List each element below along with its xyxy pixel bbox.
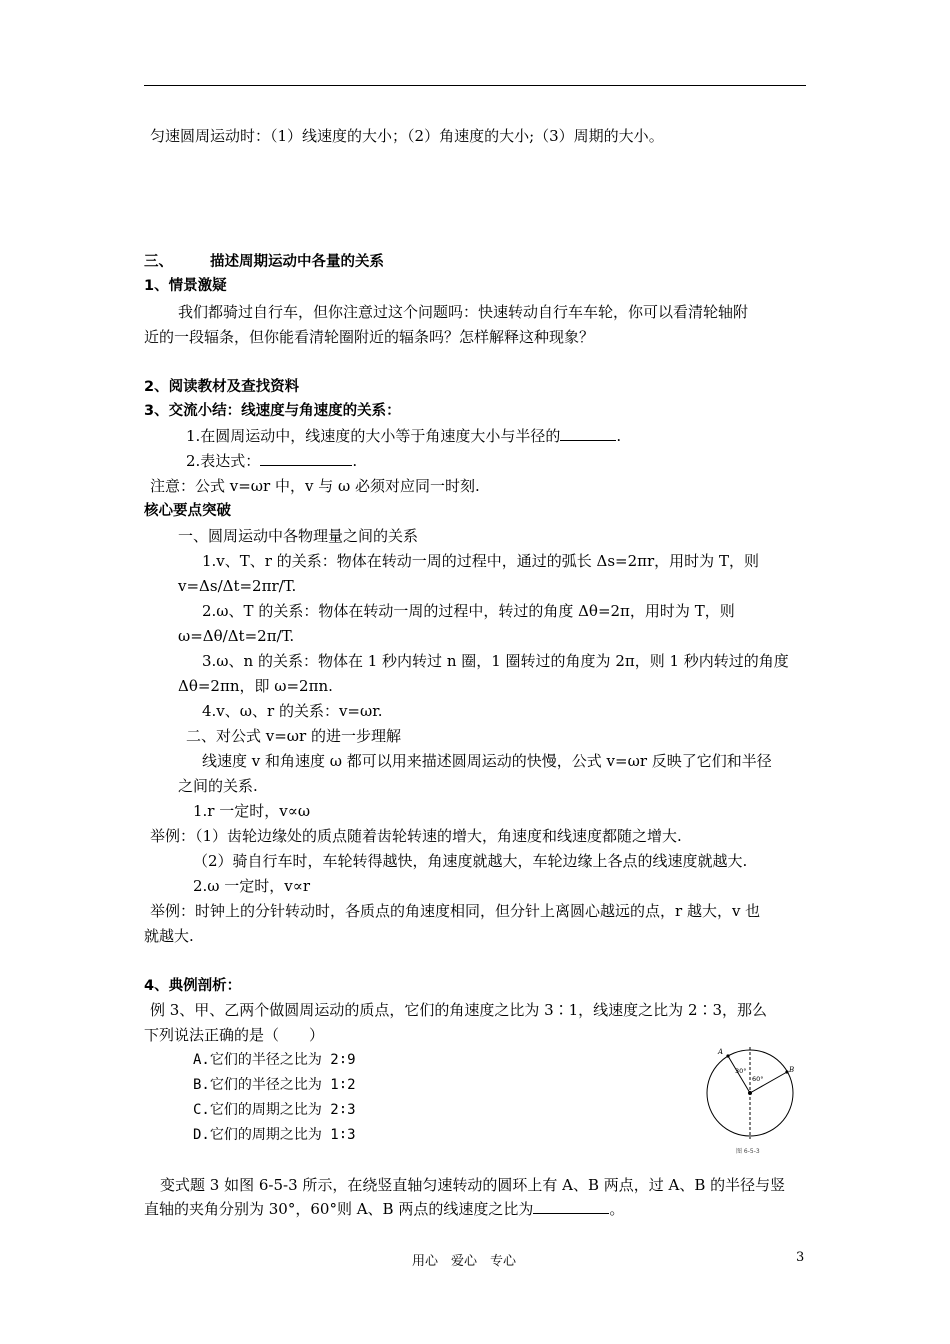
question-line2: 下列说法正确的是（ ） — [144, 1026, 325, 1044]
option-d[interactable]: D.它们的周期之比为 1∶3 — [193, 1127, 356, 1143]
core-heading: 核心要点突破 — [144, 503, 231, 519]
heading-2: 2、阅读教材及查找资料 — [144, 379, 300, 395]
page-number: 3 — [796, 1250, 805, 1265]
option-a[interactable]: A.它们的半径之比为 2∶9 — [193, 1052, 356, 1068]
summary-item-2 — [186, 451, 357, 471]
example-3-line1: 举例：时钟上的分针转动时，各质点的角速度相同，但分针上离圆心越远的点，r 越大，v 也 — [150, 902, 761, 920]
para-1-line2: 近的一段辐条，但你能看清轮圈附近的辐条吗？怎样解释这种现象？ — [144, 328, 595, 346]
note-line: 注意：公式 v=ωr 中，v 与 ω 必须对应同一时刻. — [150, 477, 480, 495]
ring-figure — [700, 1046, 804, 1160]
section-number: 三、 — [144, 254, 173, 270]
example-3-line2: 就越大. — [144, 927, 194, 945]
heading-3: 3、交流小结：线速度与角速度的关系： — [144, 403, 401, 419]
case-1: 1.r 一定时，v∝ω — [193, 802, 311, 820]
formula-para-line1: 线速度 v 和角速度 ω 都可以用来描述圆周运动的快慢，公式 v=ωr 反映了它们和半径 — [202, 752, 772, 770]
top-line: 匀速圆周运动时：（1）线速度的大小；（2）角速度的大小;（3）周期的大小。 — [150, 127, 664, 145]
fill-blank-2[interactable] — [260, 451, 352, 466]
relation-2-line1: 2.ω、T 的关系：物体在转动一周的过程中，转过的角度 Δθ=2π，用时为 T，则 — [202, 602, 735, 620]
figure-caption: 图 6-5-3 — [736, 1148, 760, 1155]
option-b[interactable]: B.它们的半径之比为 1∶2 — [193, 1077, 356, 1093]
relation-2-line2: ω=Δθ/Δt=2π/T. — [178, 627, 295, 645]
summary-item-1-end: . — [616, 427, 622, 445]
section-title: 描述周期运动中各量的关系 — [210, 254, 384, 270]
summary-item-1-text: 1.在圆周运动中，线速度的大小等于角速度大小与半径的 — [186, 427, 561, 445]
angle-30-label: 30° — [735, 1067, 747, 1075]
variant-line1: 变式题 3 如图 6-5-3 所示，在绕竖直轴匀速转动的圆环上有 A、B 两点，过 A、B 的半径与竖 — [160, 1176, 786, 1194]
ring-center — [748, 1091, 752, 1095]
example-2: （2）骑自行车时，车轮转得越快，角速度就越大，车轮边缘上各点的线速度就越大. — [193, 852, 748, 870]
relation-1-line2: v=Δs/Δt=2πr/T. — [178, 577, 297, 595]
label-b: B — [789, 1066, 795, 1074]
formula-para-line2: 之间的关系. — [178, 777, 258, 795]
heading-1: 1、情景激疑 — [144, 278, 227, 294]
point-a — [726, 1054, 729, 1057]
core-sub-1: 一、圆周运动中各物理量之间的关系 — [178, 527, 419, 545]
relation-3-line2: Δθ=2πn，即 ω=2πn. — [178, 677, 333, 695]
label-a: A — [718, 1048, 724, 1056]
summary-item-2-end: . — [352, 452, 358, 470]
variant-line2-text: 直轴的夹角分别为 30°，60°则 A、B 两点的线速度之比为 — [144, 1200, 534, 1218]
relation-4: 4.v、ω、r 的关系：v=ωr. — [202, 702, 383, 720]
variant-line2 — [144, 1199, 624, 1219]
heading-4: 4、典例剖析： — [144, 978, 242, 994]
core-sub-2: 二、对公式 v=ωr 的进一步理解 — [186, 727, 401, 745]
case-2: 2.ω 一定时，v∝r — [193, 877, 311, 895]
example-1: 举例：（1）齿轮边缘处的质点随着齿轮转速的增大，角速度和线速度都随之增大. — [150, 827, 682, 845]
fill-blank-3[interactable] — [533, 1199, 609, 1214]
angle-60-label: 60° — [752, 1075, 764, 1083]
variant-line2-end: 。 — [609, 1200, 625, 1218]
question-line1: 例 3、甲、乙两个做圆周运动的质点，它们的角速度之比为 3∶1，线速度之比为 2∶3，那么 — [150, 1001, 768, 1019]
relation-1-line1: 1.v、T、r 的关系：物体在转动一周的过程中，通过的弧长 Δs=2πr，用时为 T，则 — [202, 552, 759, 570]
summary-item-2-text: 2.表达式： — [186, 452, 261, 470]
summary-item-1 — [186, 426, 621, 446]
relation-3-line1: 3.ω、n 的关系：物体在 1 秒内转过 n 圈，1 圈转过的角度为 2π，则 1 秒内转过的角度 — [202, 652, 789, 670]
header-rule — [144, 85, 806, 86]
footer-motto: 用心 爱心 专心 — [412, 1254, 517, 1269]
para-1-line1: 我们都骑过自行车，但你注意过这个问题吗：快速转动自行车车轮，你可以看清轮轴附 — [178, 303, 749, 321]
fill-blank-1[interactable] — [560, 426, 616, 441]
option-c[interactable]: C.它们的周期之比为 2∶3 — [193, 1102, 356, 1118]
